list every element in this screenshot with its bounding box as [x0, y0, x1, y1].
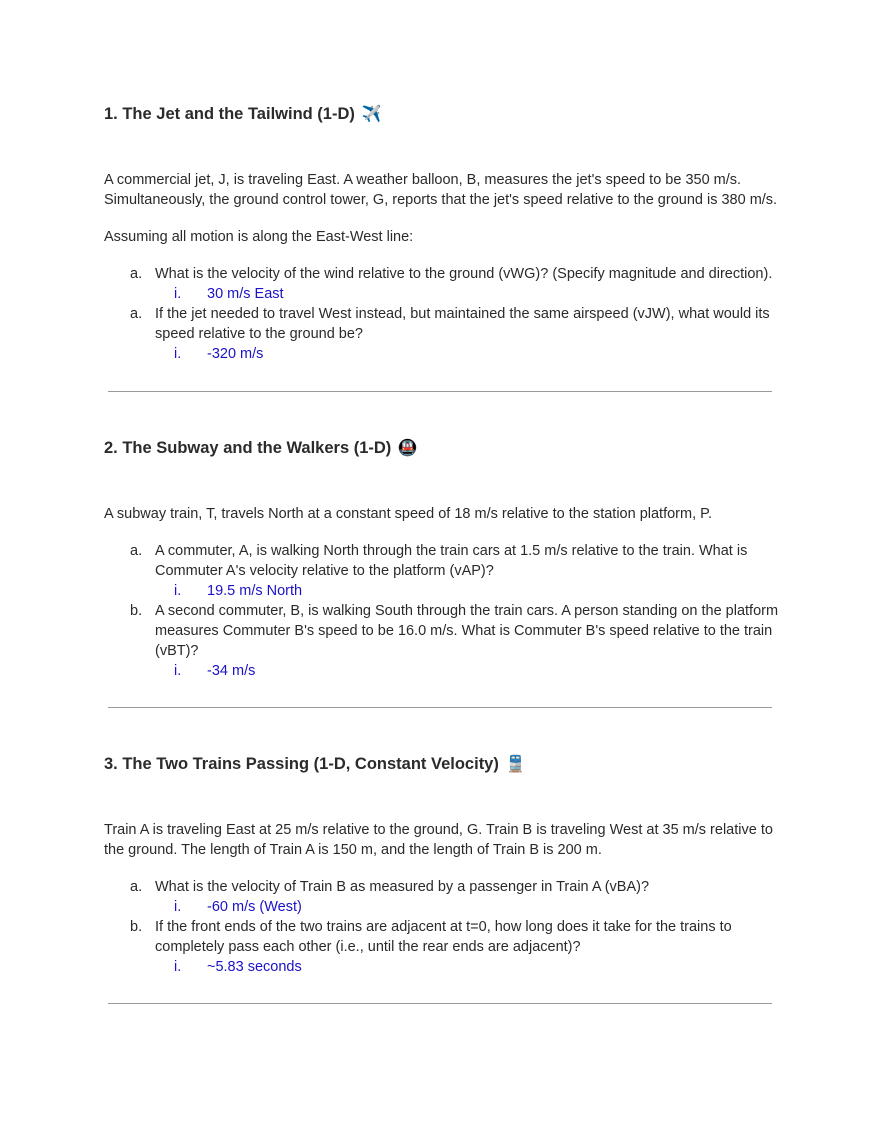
question-text: What is the velocity of the wind relative to the ground (vWG)? (Specify magnitude and direction). — [155, 266, 773, 282]
answer-marker: i. — [174, 286, 182, 302]
question-list — [104, 541, 784, 681]
answer-text: -320 m/s — [207, 346, 264, 362]
question-text: If the front ends of the two trains are adjacent at t=0, how long does it take for the trains to completely pass each other (i.e., until the rear ends are adjacent)? — [155, 919, 732, 955]
metro-icon: 🚇 — [397, 439, 418, 457]
answer-text: 19.5 m/s North — [207, 583, 303, 599]
question-marker: a. — [130, 543, 143, 559]
problem-statement: A subway train, T, travels North at a constant speed of 18 m/s relative to the station platform, P. — [104, 506, 712, 522]
answer-marker: i. — [174, 959, 182, 975]
answer-text: 30 m/s East — [207, 286, 284, 302]
section-heading-text: 1. The Jet and the Tailwind (1-D) — [104, 105, 355, 123]
problem-assumption: Assuming all motion is along the East-West line: — [104, 229, 414, 245]
question-marker: a. — [130, 879, 143, 895]
question-text: A commuter, A, is walking North through the train cars at 1.5 m/s relative to the train. What is Commuter A's velocity relative to the platform (vAP)? — [155, 543, 748, 579]
answer-item — [104, 897, 784, 917]
airplane-icon: ✈️ — [361, 105, 382, 123]
section-1-body — [104, 170, 784, 364]
answer-item — [104, 581, 784, 601]
question-item — [104, 601, 784, 661]
question-text: What is the velocity of Train B as measured by a passenger in Train A (vBA)? — [155, 879, 650, 895]
question-marker: a. — [130, 266, 143, 282]
train-icon: 🚆 — [505, 755, 526, 773]
question-marker: b. — [130, 919, 143, 935]
answer-item — [104, 284, 784, 304]
problem-statement: Train A is traveling East at 25 m/s relative to the ground, G. Train B is traveling West at 35 m/s relative to the ground. The length of Train A is 150 m, and the length of Train B is 200 m. — [104, 822, 773, 858]
section-2-body — [104, 504, 784, 681]
section-heading-text: 2. The Subway and the Walkers (1-D) — [104, 439, 392, 457]
section-heading — [104, 103, 784, 126]
section-subway-walkers — [104, 437, 784, 460]
answer-marker: i. — [174, 663, 182, 679]
answer-text: ~5.83 seconds — [207, 959, 302, 975]
answer-marker: i. — [174, 346, 182, 362]
question-marker: a. — [130, 306, 143, 322]
question-text: If the jet needed to travel West instead, but maintained the same airspeed (vJW), what would its speed relative to the ground be? — [155, 306, 770, 342]
section-jet-tailwind — [104, 103, 784, 126]
question-item — [104, 304, 784, 344]
horizontal-divider — [108, 391, 772, 392]
question-text: A second commuter, B, is walking South through the train cars. A person standing on the platform measures Commuter B's speed to be 16.0 m/s. What is Commuter B's speed relative to the train (vBT)? — [155, 603, 779, 659]
section-heading-text: 3. The Two Trains Passing (1-D, Constant Velocity) — [104, 755, 499, 773]
question-marker: b. — [130, 603, 143, 619]
question-item — [104, 264, 784, 284]
question-item — [104, 917, 784, 957]
problem-statement: A commercial jet, J, is traveling East. A weather balloon, B, measures the jet's speed to be 350 m/s. Simultaneously, the ground control tower, G, reports that the jet's speed relative to the ground is 380 m/s. — [104, 172, 778, 208]
answer-text: -34 m/s — [207, 663, 256, 679]
section-heading — [104, 753, 784, 776]
question-item — [104, 877, 784, 897]
section-two-trains — [104, 753, 784, 776]
horizontal-divider — [108, 707, 772, 708]
answer-item — [104, 344, 784, 364]
answer-item — [104, 957, 784, 977]
answer-marker: i. — [174, 899, 182, 915]
horizontal-divider — [108, 1003, 772, 1004]
question-item — [104, 541, 784, 581]
question-list — [104, 264, 784, 364]
section-heading — [104, 437, 784, 460]
question-list — [104, 877, 784, 977]
answer-item — [104, 661, 784, 681]
answer-marker: i. — [174, 583, 182, 599]
section-3-body — [104, 820, 784, 977]
answer-text: -60 m/s (West) — [207, 899, 302, 915]
